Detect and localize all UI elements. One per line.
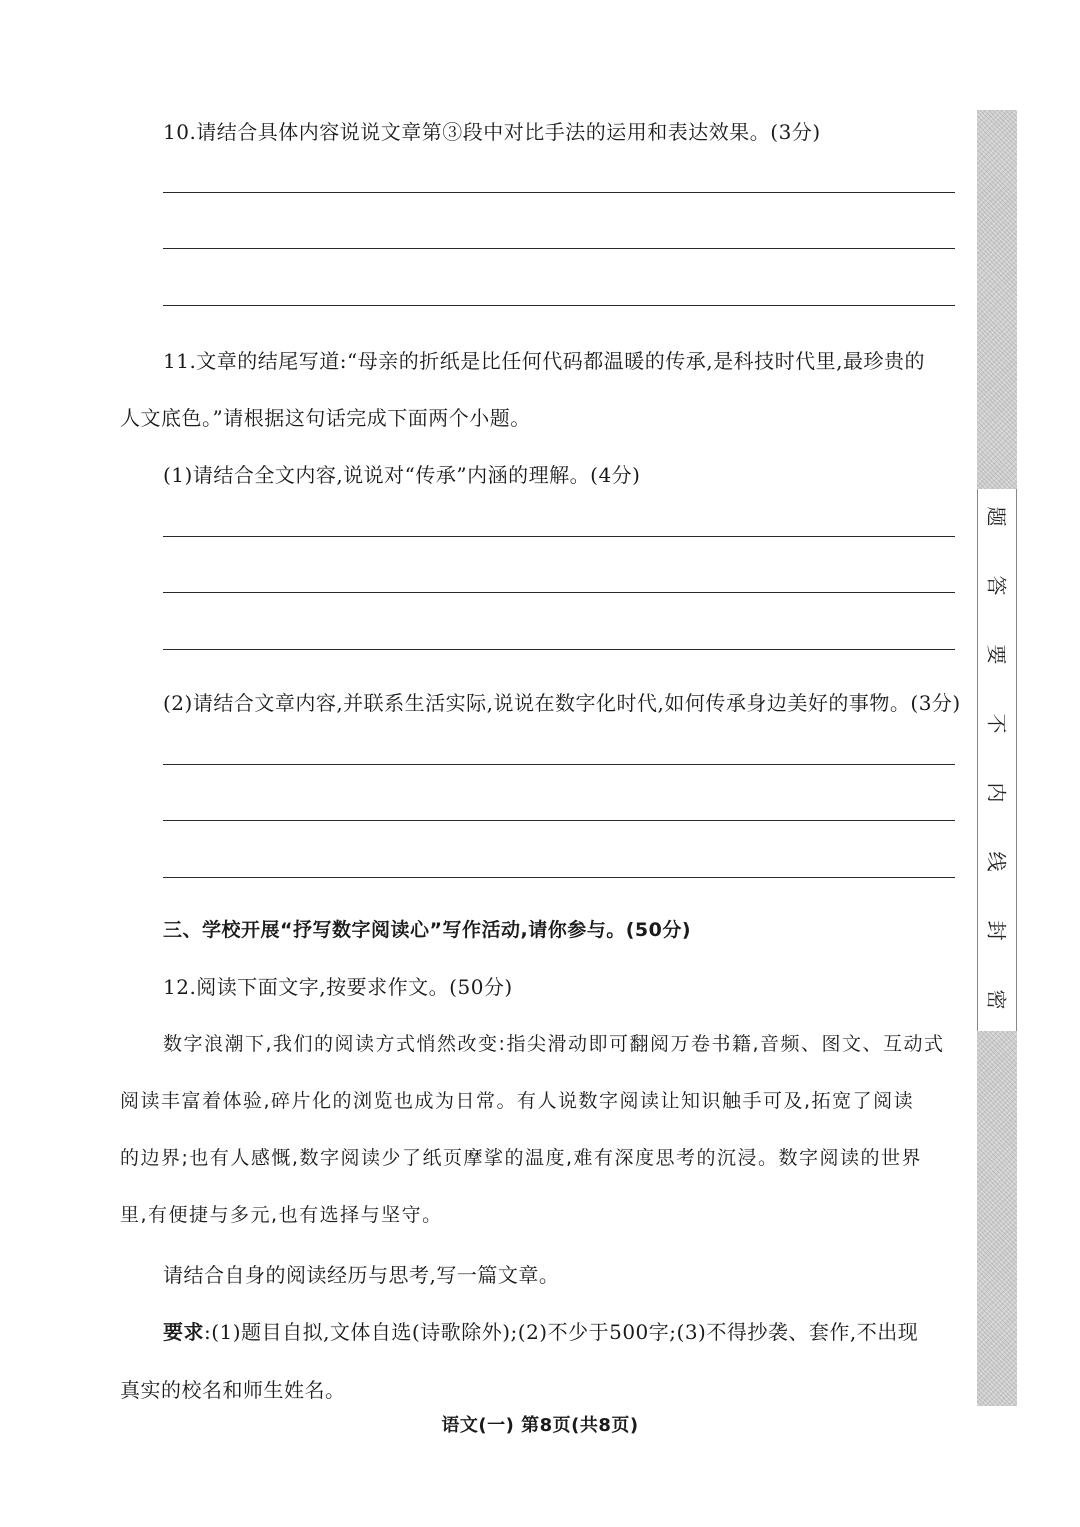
requirements-line-1	[163, 1316, 918, 1345]
page-footer: 语文(一) 第8页(共8页)	[441, 1415, 639, 1436]
seal-notice	[977, 489, 1017, 1031]
question-12: 12.阅读下面文字,按要求作文。(50分)	[163, 975, 513, 999]
writing-prompt-line-1: 数字浪潮下,我们的阅读方式悄然改变:指尖滑动即可翻阅万卷书籍,音频、图文、互动式	[163, 1033, 945, 1055]
answer-line[interactable]	[163, 536, 955, 537]
answer-line[interactable]	[163, 820, 955, 821]
question-11-line-1: 11.文章的结尾写道:“母亲的折纸是比任何代码都温暖的传承,是科技时代里,最珍贵的	[163, 349, 925, 373]
seal-char: 内	[984, 782, 1009, 803]
seal-char: 题	[984, 506, 1009, 527]
seal-char: 要	[984, 644, 1009, 665]
requirements-line-2: 真实的校名和师生姓名。	[120, 1378, 346, 1402]
answer-line[interactable]	[163, 248, 955, 249]
section-3-title: 三、学校开展“抒写数字阅读心”写作活动,请你参与。(50分)	[163, 919, 692, 941]
writing-prompt-line-4: 里,有便捷与多元,也有选择与坚守。	[120, 1204, 443, 1226]
writing-instruction: 请结合自身的阅读经历与思考,写一篇文章。	[163, 1263, 560, 1287]
answer-line[interactable]	[163, 305, 955, 306]
answer-line[interactable]	[163, 592, 955, 593]
seal-char: 线	[984, 851, 1009, 872]
question-11-sub-1: (1)请结合全文内容,说说对“传承”内涵的理解。(4分)	[163, 463, 641, 487]
question-11-line-2: 人文底色。”请根据这句话完成下面两个小题。	[120, 406, 531, 430]
seal-char: 密	[984, 989, 1009, 1010]
question-11-sub-2: (2)请结合文章内容,并联系生活实际,说说在数字化时代,如何传承身边美好的事物。(3分)	[163, 691, 961, 715]
answer-line[interactable]	[163, 764, 955, 765]
requirements-text: :(1)题目自拟,文体自选(诗歌除外);(2)不少于500字;(3)不得抄袭、套作,不出现	[204, 1320, 919, 1344]
writing-prompt-line-3: 的边界;也有人感慨,数字阅读少了纸页摩挲的温度,难有深度思考的沉浸。数字阅读的世界	[120, 1147, 922, 1169]
requirements-label: 要求	[163, 1320, 204, 1344]
seal-char: 封	[984, 920, 1009, 941]
answer-line[interactable]	[163, 192, 955, 193]
seal-char: 答	[984, 575, 1009, 596]
seal-char: 不	[984, 713, 1009, 734]
answer-line[interactable]	[163, 877, 955, 878]
answer-line[interactable]	[163, 649, 955, 650]
question-10: 10.请结合具体内容说说文章第③段中对比手法的运用和表达效果。(3分)	[163, 120, 821, 144]
writing-prompt-line-2: 阅读丰富着体验,碎片化的浏览也成为日常。有人说数字阅读让知识触手可及,拓宽了阅读	[120, 1090, 915, 1112]
